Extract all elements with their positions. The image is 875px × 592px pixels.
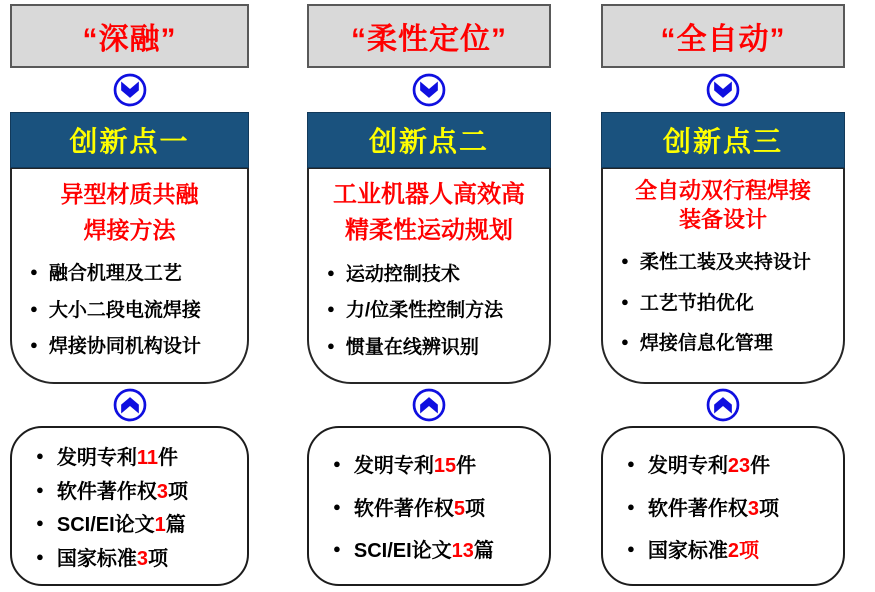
- result-label: 发明专利: [353, 455, 434, 478]
- content-bullet-text: 运动控制技术: [345, 263, 460, 285]
- content-bullet-text: 大小二段电流焊接: [48, 299, 201, 321]
- content-bullet-text: 融合机理及工艺: [48, 262, 182, 284]
- result-item: [36, 508, 243, 537]
- result-label: 发明专利: [647, 455, 728, 478]
- result-item: [36, 441, 243, 470]
- result-label: 软件著作权: [56, 480, 157, 503]
- result-count: 5: [453, 497, 465, 520]
- content-title-line: 精柔性运动规划: [345, 217, 513, 244]
- result-item: [36, 542, 243, 571]
- bullet-dot-icon: ●: [627, 540, 635, 556]
- content-box-2: [307, 168, 551, 384]
- result-text: [354, 534, 494, 563]
- up-arrow-wrap-1: [10, 384, 249, 426]
- result-text: [57, 441, 178, 470]
- result-unit: 件: [750, 455, 771, 478]
- keyword-text-1: “深融”: [82, 23, 177, 56]
- chevron-up-icon: [706, 388, 740, 422]
- innovation-title-1: 创新点一: [69, 126, 190, 157]
- result-unit: 件: [456, 455, 477, 478]
- content-bullet-text: 焊接协同机构设计: [48, 336, 201, 358]
- content-title-1: [18, 177, 241, 248]
- content-bullet: [30, 331, 241, 358]
- result-count: 13: [451, 539, 474, 562]
- keyword-banner-3: [601, 4, 845, 68]
- content-bullet-text: 惯量在线辨识别: [345, 336, 479, 358]
- result-item: [333, 492, 545, 521]
- results-list-3: [603, 428, 843, 584]
- content-bullet: [621, 288, 837, 315]
- result-count: 3: [747, 497, 759, 520]
- result-count: 23: [727, 455, 751, 478]
- result-label: 国家标准: [647, 539, 728, 562]
- bullet-dot-icon: ●: [627, 456, 635, 472]
- result-text: [648, 449, 770, 478]
- bullet-dot-icon: ●: [621, 253, 629, 269]
- innovation-title-2: 创新点二: [368, 126, 489, 157]
- innovation-title-3: 创新点三: [662, 126, 783, 157]
- result-label: SCI/EI论文: [56, 514, 155, 537]
- result-count: 3: [156, 480, 168, 503]
- bullet-dot-icon: ●: [627, 498, 635, 514]
- result-item: [36, 475, 243, 504]
- content-bullet: [621, 328, 837, 355]
- result-text: [57, 508, 186, 537]
- result-label: 软件著作权: [353, 497, 454, 520]
- content-title-line: 异型材质共融: [60, 181, 199, 207]
- result-count: 2项: [727, 539, 759, 562]
- content-box-1: [10, 168, 249, 384]
- keyword-text-2: “柔性定位”: [351, 23, 507, 56]
- content-bullet: [621, 247, 837, 274]
- content-bullet-list-1: [18, 248, 241, 368]
- bullet-dot-icon: ●: [333, 456, 341, 472]
- content-bullet-text: 焊接信息化管理: [639, 332, 773, 354]
- result-item: [627, 534, 839, 563]
- results-box-1: [10, 426, 249, 586]
- bullet-dot-icon: ●: [333, 498, 341, 514]
- bullet-dot-icon: ●: [621, 293, 629, 309]
- result-count: 3: [136, 548, 148, 571]
- bullet-dot-icon: ●: [36, 549, 44, 565]
- down-arrow-wrap-1: [10, 68, 249, 112]
- result-text: [648, 492, 779, 521]
- result-text: [648, 534, 759, 563]
- bullet-dot-icon: ●: [327, 301, 335, 316]
- result-text: [354, 449, 476, 478]
- keyword-text-3: “全自动”: [660, 23, 786, 56]
- content-bullet-text: 工艺节拍优化: [639, 292, 754, 314]
- result-count: 11: [136, 446, 159, 469]
- bullet-dot-icon: ●: [36, 481, 44, 497]
- results-box-2: [307, 426, 551, 586]
- content-title-line: 装备设计: [678, 206, 767, 232]
- content-bullet: [30, 295, 241, 322]
- result-unit: 篇: [165, 514, 186, 537]
- chevron-down-icon: [412, 73, 446, 107]
- innovation-header-2: [307, 112, 551, 168]
- result-label: 国家标准: [56, 548, 137, 571]
- content-bullet-list-2: [315, 249, 543, 368]
- up-arrow-wrap-3: [601, 384, 845, 426]
- result-unit: 件: [158, 446, 179, 469]
- innovation-column-2: [307, 4, 551, 586]
- result-text: [57, 542, 168, 571]
- bullet-dot-icon: ●: [621, 333, 629, 349]
- content-title-line: 全自动双行程焊接: [634, 178, 811, 203]
- result-item: [627, 492, 839, 521]
- innovation-header-3: [601, 112, 845, 168]
- bullet-dot-icon: ●: [30, 300, 38, 316]
- result-item: [333, 449, 545, 478]
- result-unit: 项: [758, 497, 779, 520]
- result-text: [354, 492, 485, 521]
- result-item: [333, 534, 545, 563]
- content-title-line: 工业机器人高效高: [333, 181, 525, 208]
- content-bullet: [30, 258, 241, 285]
- keyword-banner-1: [10, 4, 249, 68]
- up-arrow-wrap-2: [307, 384, 551, 426]
- content-bullet-text: 力/位柔性控制方法: [345, 300, 504, 321]
- bullet-dot-icon: ●: [327, 264, 335, 280]
- innovation-header-1: [10, 112, 249, 168]
- down-arrow-wrap-3: [601, 68, 845, 112]
- keyword-banner-2: [307, 4, 551, 68]
- bullet-dot-icon: ●: [30, 337, 38, 353]
- content-bullet: [327, 332, 543, 359]
- chevron-up-icon: [412, 388, 446, 422]
- result-count: 1: [154, 514, 166, 537]
- content-title-line: 焊接方法: [83, 216, 176, 243]
- content-bullet: [327, 295, 543, 322]
- results-list-2: [309, 428, 549, 584]
- chevron-down-icon: [706, 73, 740, 107]
- result-item: [627, 449, 839, 478]
- result-unit: 项: [464, 497, 485, 520]
- content-title-3: [609, 177, 837, 234]
- result-label: 发明专利: [56, 446, 137, 469]
- content-title-2: [315, 177, 543, 249]
- content-bullet-list-3: [609, 234, 837, 368]
- bullet-dot-icon: ●: [333, 540, 341, 556]
- innovation-column-1: [10, 4, 249, 586]
- result-label: 软件著作权: [647, 497, 748, 520]
- bullet-dot-icon: ●: [327, 337, 335, 353]
- content-box-3: [601, 168, 845, 384]
- bullet-dot-icon: ●: [30, 263, 38, 279]
- result-count: 15: [433, 455, 457, 478]
- bullet-dot-icon: ●: [36, 515, 44, 531]
- content-bullet: [327, 259, 543, 286]
- innovation-column-3: [601, 4, 845, 586]
- bullet-dot-icon: ●: [36, 447, 44, 463]
- chevron-up-icon: [113, 388, 147, 422]
- chevron-down-icon: [113, 73, 147, 107]
- content-bullet-text: 柔性工装及夹持设计: [639, 252, 811, 274]
- result-unit: 项: [147, 548, 168, 571]
- down-arrow-wrap-2: [307, 68, 551, 112]
- result-text: [57, 475, 188, 504]
- result-label: SCI/EI论文: [353, 539, 452, 562]
- results-list-1: [12, 428, 247, 584]
- result-unit: 项: [167, 480, 188, 503]
- result-unit: 篇: [473, 539, 494, 562]
- results-box-3: [601, 426, 845, 586]
